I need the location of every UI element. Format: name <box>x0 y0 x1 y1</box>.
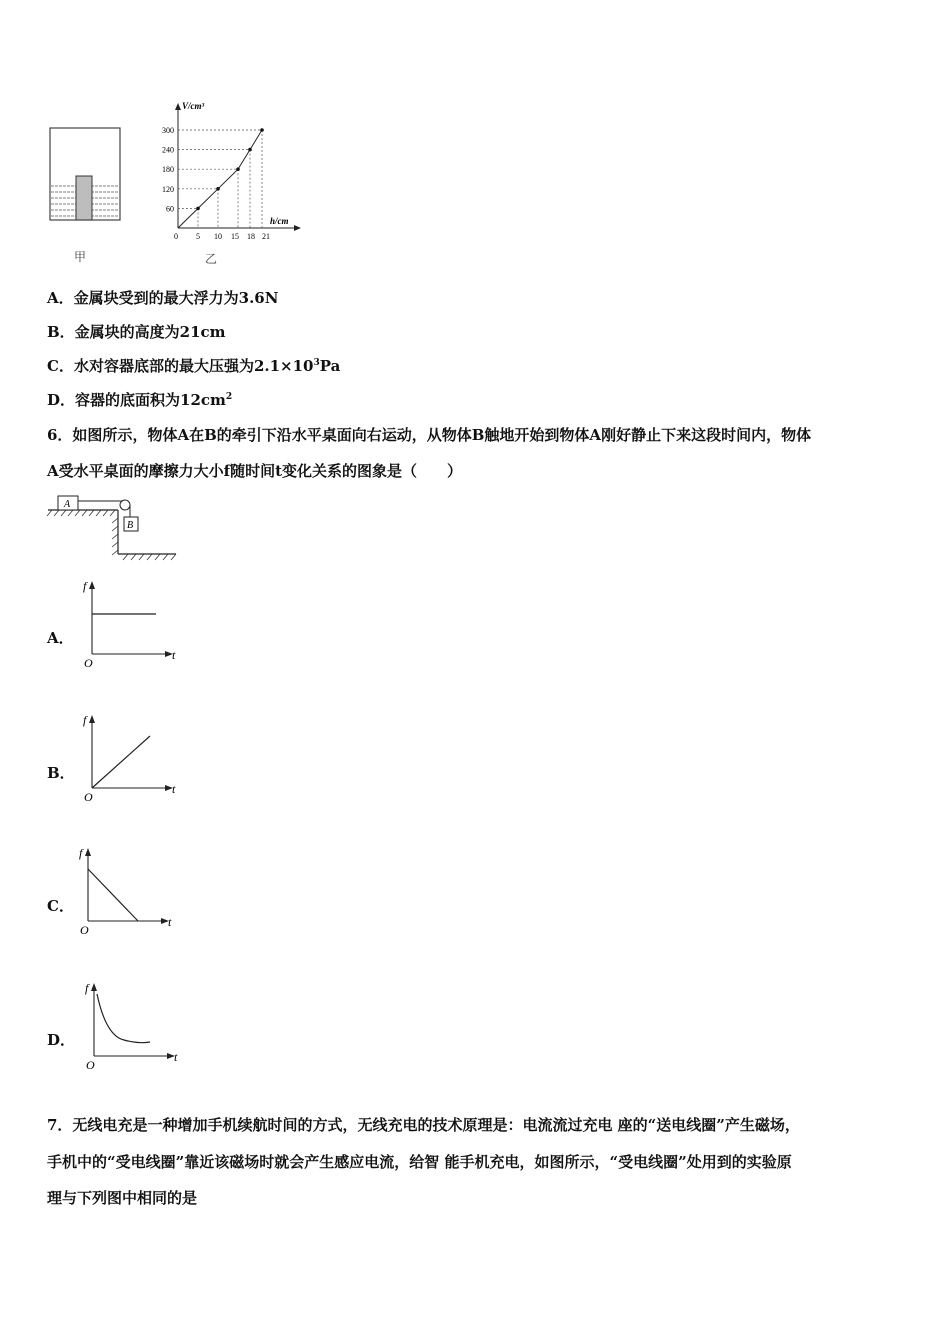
y-tick-label-60: 60 <box>166 204 174 214</box>
y-tick-label-240: 240 <box>162 145 174 155</box>
origin-label: O <box>86 1058 95 1072</box>
data-point-1 <box>196 207 200 211</box>
origin-label: O <box>84 656 93 670</box>
y-axis-label: V/cm³ <box>182 101 205 111</box>
f-axis-arrow <box>89 715 95 723</box>
x-tick-label-10: 10 <box>214 232 222 241</box>
q5-option-c: C．水对容器底部的最大压强为$2.1\times 10^3Pa$ <box>47 357 341 375</box>
q7-question-line3: 理与下列图中相同的是 <box>47 1189 198 1207</box>
pulley <box>120 500 130 510</box>
y-axis-arrow <box>175 103 181 110</box>
t-axis-label: t <box>172 648 176 662</box>
q6-option-a-graph <box>78 576 178 671</box>
q6-option-d-graph <box>80 978 180 1073</box>
t-axis-label: t <box>168 915 172 929</box>
metal-block <box>76 176 92 220</box>
y-tick-label-120: 120 <box>162 184 174 194</box>
x-tick-label-5: 5 <box>196 232 200 241</box>
q6-option-c-label: C． <box>47 897 74 915</box>
f-axis-label: f <box>79 846 83 860</box>
q6-option-d-label: D． <box>47 1031 76 1049</box>
data-point-2 <box>216 187 220 191</box>
y-tick-label-180: 180 <box>162 165 174 175</box>
f-axis-label: f <box>83 579 87 593</box>
q6-option-a-label: A． <box>47 629 74 647</box>
q5-option-a: A．金属块受到的最大浮力为3.6N <box>47 289 279 307</box>
q6-option-b-graph <box>78 710 178 805</box>
x-axis-label: h/cm <box>270 216 289 226</box>
t-axis-label: t <box>172 782 176 796</box>
pulley-setup-figure <box>46 490 181 565</box>
x-tick-label-0: 0 <box>174 232 178 241</box>
f-t-curve <box>92 736 150 788</box>
block-a-label: A <box>64 499 71 510</box>
origin-label: O <box>84 790 93 804</box>
table-hatch <box>47 510 115 516</box>
data-point-3 <box>236 167 240 171</box>
data-point-4 <box>248 148 252 152</box>
q6-question-line2: A受水平桌面的摩擦力大小f随时间t变化关系的图象是（ ） <box>47 462 463 480</box>
f-axis-arrow <box>89 581 95 589</box>
q7-question-line2: 手机中的“受电线圈”靠近该磁场时就会产生感应电流，给智 能手机充电，如图所示，“受电线圈”处用到的实验原 <box>47 1153 792 1171</box>
f-axis-arrow <box>91 983 97 991</box>
caption-jia: 甲 <box>74 250 87 264</box>
x-tick-label-21: 21 <box>262 232 270 241</box>
f-t-curve <box>97 994 150 1043</box>
vh-graph <box>150 98 310 248</box>
f-axis-arrow <box>85 848 91 856</box>
x-axis-arrow <box>294 225 301 231</box>
q6-option-b-label: B． <box>47 764 75 782</box>
y-tick-label-300: 300 <box>162 126 174 135</box>
q6-option-c-graph <box>74 843 174 938</box>
q5-option-b: B．金属块的高度为21cm <box>47 323 226 341</box>
data-line <box>178 130 262 228</box>
x-tick-label-18: 18 <box>247 232 255 241</box>
q5-option-d: D．容器的底面积为$12cm^2$ <box>47 391 233 409</box>
f-axis-label: f <box>83 713 87 727</box>
data-point-5 <box>260 128 264 132</box>
origin-label: O <box>80 923 89 937</box>
caption-yi: 乙 <box>205 252 218 266</box>
f-axis-label: f <box>85 981 89 995</box>
f-t-curve <box>88 869 138 921</box>
q6-question-line1: 6．如图所示，物体A在B的牵引下沿水平桌面向右运动，从物体B触地开始到物体A刚好静止下来这段时间内，物体 <box>47 426 812 444</box>
q7-question-line1: 7．无线电充是一种增加手机续航时间的方式，无线充电的技术原理是：电流流过充电 座的“送电线圈”产生磁场， <box>47 1116 800 1134</box>
block-b-label: B <box>127 520 134 531</box>
t-axis-label: t <box>174 1050 178 1064</box>
x-tick-label-15: 15 <box>231 232 239 241</box>
